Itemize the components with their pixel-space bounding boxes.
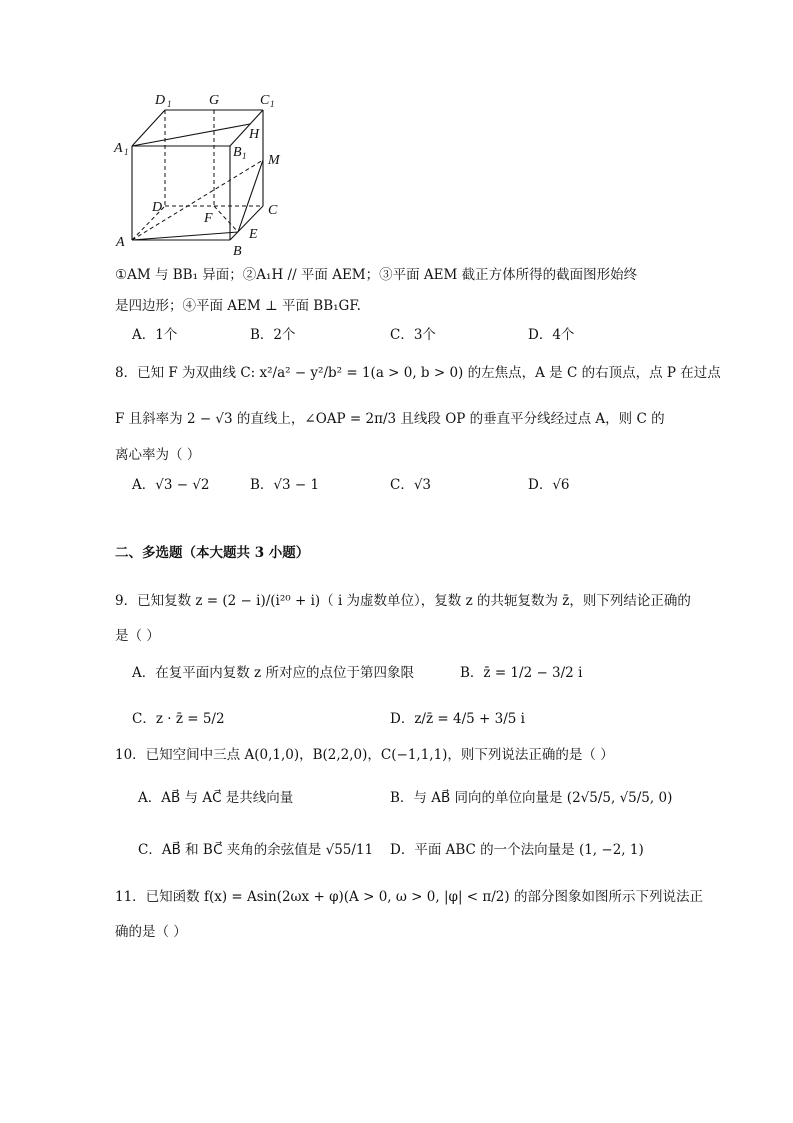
label-b1: B [233, 145, 242, 160]
label-h: H [249, 127, 260, 142]
q8-option-b: B．√3 − 1 [250, 477, 320, 493]
label-m: M [268, 153, 280, 168]
q11-line2: 确的是（ ） [115, 924, 187, 940]
label-f: F [204, 211, 213, 226]
label-a1: A [114, 141, 123, 156]
q8-line1: 8．已知 F 为双曲线 C: x²/a² − y²/b² = 1(a > 0, b > 0) 的左焦点，A 是 C 的右顶点，点 P 在过点 [115, 365, 721, 381]
q9-option-d: D．z/z̄ = 4/5 + 3/5 i [390, 711, 525, 727]
label-a: A [116, 235, 125, 250]
q9-option-a: A．在复平面内复数 z 所对应的点位于第四象限 [132, 665, 414, 681]
q10-option-a: A．AB⃗ 与 AC⃗ 是共线向量 [138, 790, 294, 806]
q9-option-b: B．z̄ = 1/2 − 3/2 i [460, 665, 583, 681]
label-d1: D [155, 93, 166, 108]
q10-option-b: B．与 AB⃗ 同向的单位向量是 (2√5/5, √5/5, 0) [390, 790, 673, 806]
label-c1: C [260, 93, 270, 108]
q9-line1: 9．已知复数 z = (2 − i)/(i²⁰ + i)（ i 为虚数单位），复数 z 的共轭复数为 z̄，则下列结论正确的 [115, 593, 691, 609]
q10-option-d: D．平面 ABC 的一个法向量是 (1, −2, 1) [390, 842, 644, 858]
svg-text:1: 1 [270, 99, 275, 109]
label-c: C [268, 203, 278, 218]
svg-text:1: 1 [124, 147, 129, 157]
q8-option-c: C．√3 [390, 477, 432, 493]
svg-text:1: 1 [242, 151, 247, 161]
q10-line1: 10．已知空间中三点 A(0,1,0)，B(2,2,0)，C(−1,1,1)，则下列说法正确的是（ ） [115, 747, 614, 763]
q8-line3: 离心率为（ ） [115, 447, 201, 463]
q7-option-a: A．1个 [132, 327, 178, 343]
label-g: G [209, 93, 220, 108]
label-b: B [233, 244, 242, 258]
q7-option-d: D．4个 [528, 327, 575, 343]
q9-line2: 是（ ） [115, 628, 160, 644]
label-d: D [152, 200, 163, 215]
q11-line1: 11．已知函数 f(x) = Asin(2ωx + φ)(A > 0, ω > 0, |φ| < π/2) 的部分图象如图所示下列说法正 [115, 889, 703, 905]
q9-option-c: C．z · z̄ = 5/2 [132, 711, 225, 727]
svg-text:1: 1 [167, 99, 172, 109]
label-e: E [249, 227, 258, 242]
cube-figure [110, 88, 310, 258]
q7-option-b: B．2个 [250, 327, 296, 343]
q7-option-c: C．3个 [390, 327, 436, 343]
q10-option-c: C．AB⃗ 和 BC⃗ 夹角的余弦值是 √55/11 [138, 842, 374, 858]
section-2-heading: 二、多选题（本大题共 3 小题） [115, 545, 310, 561]
q7-statements-line1: ①AM 与 BB₁ 异面；②A₁H // 平面 AEM；③平面 AEM 截正方体所得的截面图形始终 [115, 267, 638, 283]
q7-statements-line2: 是四边形；④平面 AEM ⊥ 平面 BB₁GF. [115, 298, 361, 314]
q8-option-a: A．√3 − √2 [132, 477, 210, 493]
q8-line2: F 且斜率为 2 − √3 的直线上，∠OAP = 2π/3 且线段 OP 的垂直平分线经过点 A，则 C 的 [115, 411, 665, 427]
q8-option-d: D．√6 [528, 477, 570, 493]
